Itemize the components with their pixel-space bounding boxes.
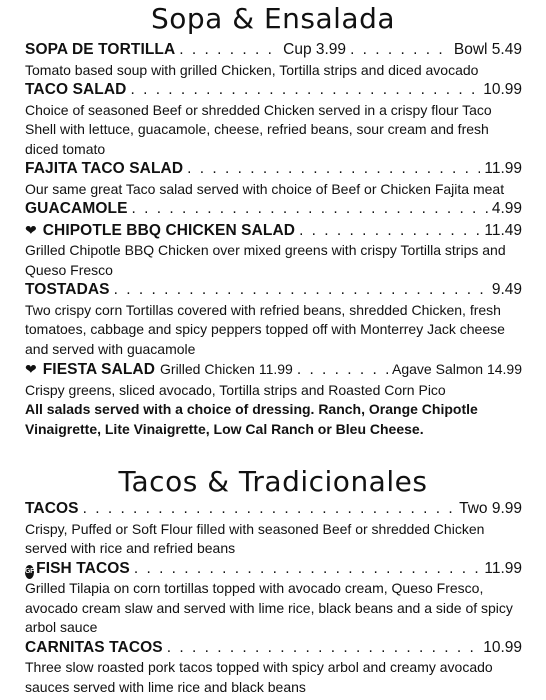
menu-item-chipotle-bbq-chicken-salad [25, 220, 522, 281]
dot-leader [299, 221, 480, 242]
item-description: Tomato based soup with grilled Chicken, Tortilla strips and diced avocado [25, 61, 479, 78]
item-name: TACO SALAD [25, 81, 127, 98]
item-price: 11.49 [484, 221, 522, 239]
menu-item-fajita-taco-salad [25, 159, 522, 199]
item-name: CARNITAS TACOS [25, 638, 163, 656]
section-items-sopa-ensalada [25, 40, 522, 439]
item-description: Choice of seasoned Beef or shredded Chicken served in a crispy flour Taco Shell with lettuce, guacamole, cheese, refried beans, sour cream and fresh diced tomato [25, 101, 492, 157]
dot-leader [132, 199, 488, 220]
dot-leader [114, 280, 488, 301]
dot-leader [187, 159, 480, 180]
item-option: Bowl 5.49 [453, 41, 522, 58]
dot-leader [297, 360, 388, 381]
item-description: Grilled Tilapia on corn tortillas topped with avocado cream, Queso Fresco, avocado cream slaw and served with lime rice, black beans and a side of spicy arbol sauce [25, 580, 513, 635]
item-name: TACOS [25, 500, 79, 517]
item-option: Agave Salmon 14.99 [392, 361, 522, 377]
item-price: 9.49 [491, 281, 522, 298]
item-price: 10.99 [483, 638, 522, 656]
menu-item-tostadas [25, 280, 522, 359]
heart-icon: ❤ [25, 361, 37, 377]
item-price: 11.99 [484, 559, 522, 577]
section-title-tacos-tradicionales: Tacos & Tradicionales [118, 465, 428, 498]
item-description: Our same great Taco salad served with choice of Beef or Chicken Fajita meat [25, 180, 505, 197]
heart-icon: ❤ [25, 221, 37, 238]
menu-item-fiesta-salad [25, 359, 522, 400]
item-name: FIESTA SALAD [42, 361, 156, 378]
dot-leader [130, 80, 479, 101]
dot-leader [350, 40, 450, 61]
item-price: 10.99 [483, 81, 522, 98]
menu-item-carnitas-tacos [25, 638, 522, 698]
item-description: Crispy, Puffed or Soft Flour filled with seasoned Beef or shredded Chicken served with rice and refried beans [25, 520, 485, 556]
item-price: Two 9.99 [459, 500, 522, 517]
item-description: Three slow roasted pork tacos topped with spicy arbol and creamy avocado sauces served with lime rice and black beans [25, 659, 493, 695]
item-price: 4.99 [491, 200, 522, 217]
item-name: TOSTADAS [25, 281, 110, 298]
menu-item-taco-salad [25, 80, 522, 159]
dot-leader [167, 638, 479, 659]
section-title-sopa-ensalada: Sopa & Ensalada [150, 2, 396, 35]
gluten-free-icon: GF [25, 565, 34, 579]
section-items-tacos-tradicionales [25, 499, 522, 697]
item-description: Two crispy corn Tortillas covered with refried beans, shredded Chicken, fresh tomatoes, cabbage and spicy peppers topped off with Monterrey Jack cheese and served with guacamole [25, 301, 505, 357]
menu-item-sopa-de-tortilla [25, 40, 522, 80]
menu-item-fish-tacos [25, 559, 522, 638]
item-option: Grilled Chicken 11.99 [160, 361, 293, 377]
menu-item-guacamole [25, 199, 522, 220]
item-price: 11.99 [484, 160, 522, 177]
item-name: GUACAMOLE [25, 200, 128, 217]
dot-leader [83, 499, 455, 520]
dot-leader [134, 559, 481, 580]
menu-item-tacos [25, 499, 522, 559]
item-option: Cup 3.99 [283, 41, 347, 58]
item-description: Crispy greens, sliced avocado, Tortilla strips and Roasted Corn Pico [25, 381, 446, 398]
item-name: CHIPOTLE BBQ CHICKEN SALAD [42, 221, 296, 239]
item-name: FISH TACOS [36, 559, 130, 577]
dressing-note: All salads served with a choice of dressing. Ranch, Orange Chipotle Vinaigrette, Lite Vinaigrette, Low Cal Ranch or Bleu Cheese. [25, 401, 478, 437]
item-description: Grilled Chipotle BBQ Chicken over mixed greens with crispy Tortilla strips and Queso Fresco [25, 242, 506, 278]
item-name: SOPA DE TORTILLA [25, 41, 176, 58]
item-name: FAJITA TACO SALAD [25, 160, 184, 177]
dot-leader [179, 40, 279, 61]
